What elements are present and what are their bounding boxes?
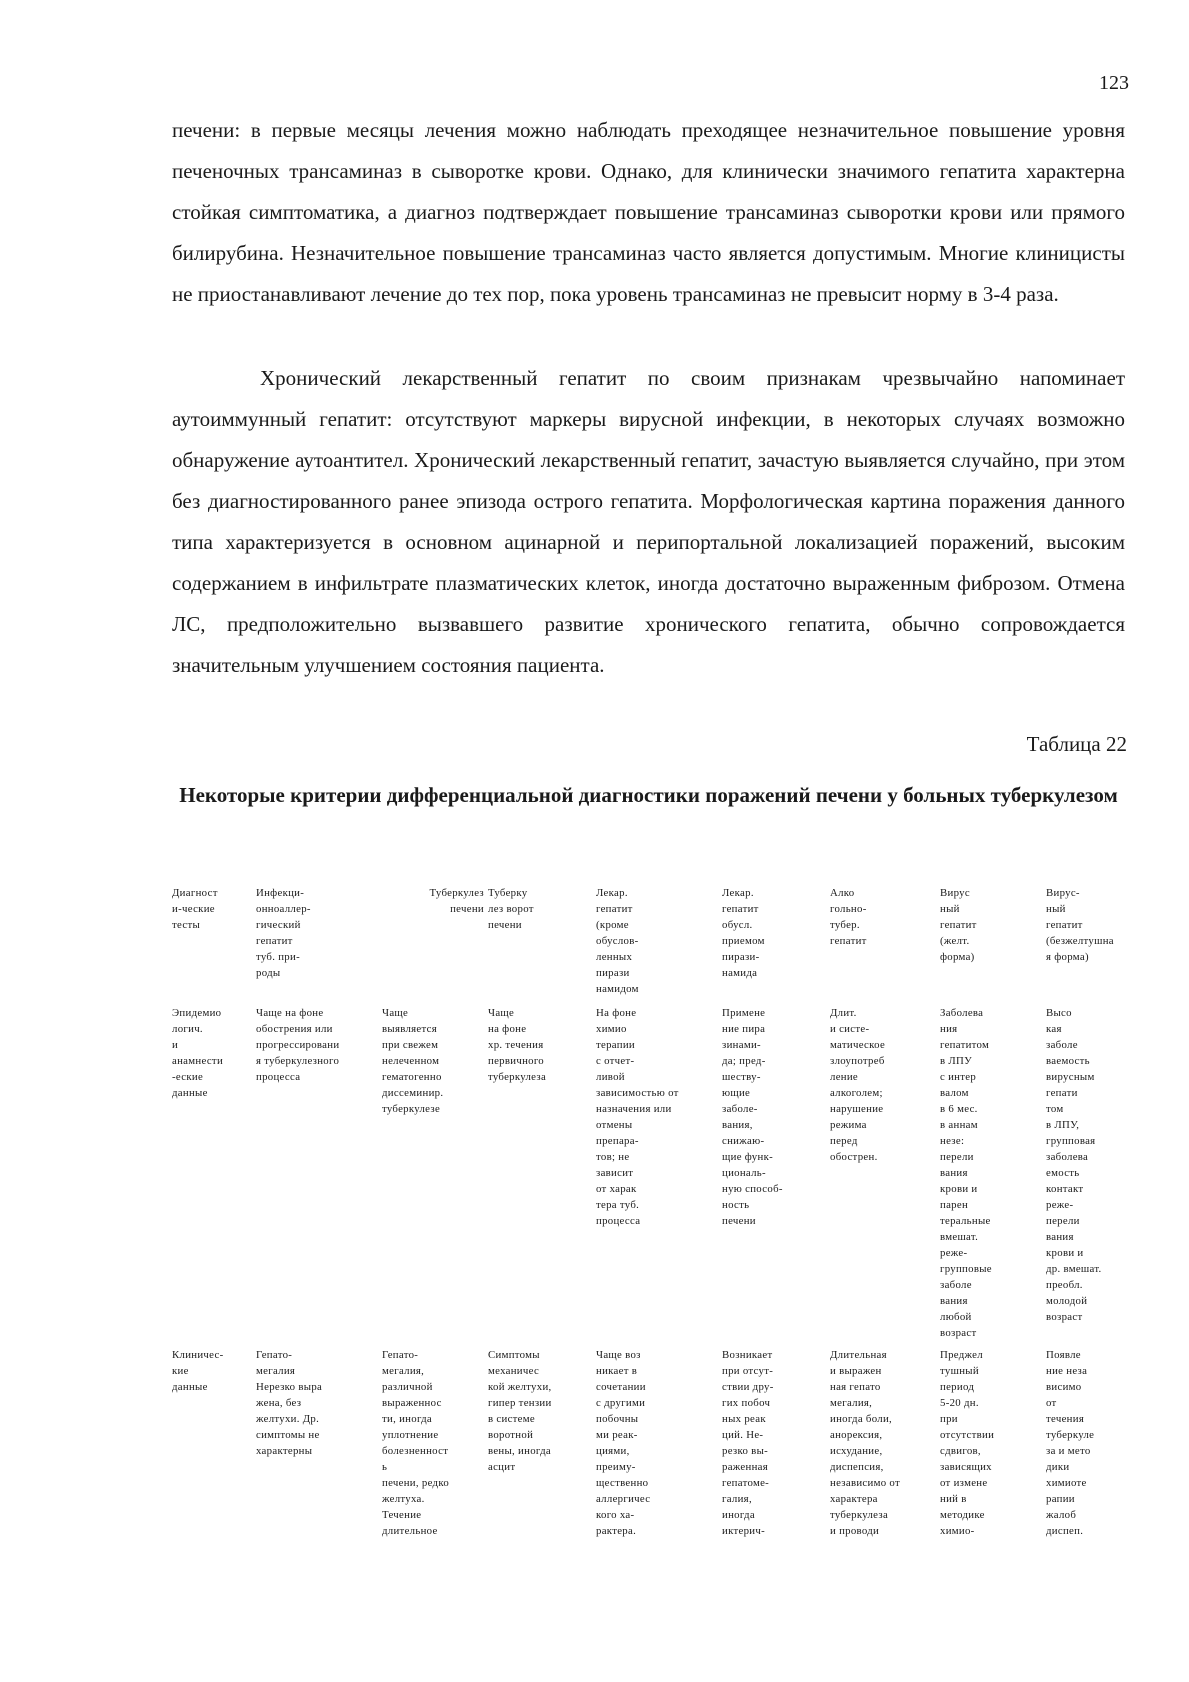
header-cell: Диагност и-ческие тесты xyxy=(172,887,218,931)
table-cell: Гепато- мегалия, различной выраженнос ти, иногда уплотнение болезненност ь печени, редко желтуха. Течение длительное xyxy=(382,1349,450,1537)
header-cell: Лекар. гепатит обусл. приемом пирази- намида xyxy=(722,887,765,979)
table-cell: Высо кая заболе ваемость вирусным гепати том в ЛПУ, групповая заболева емость контакт реже- перели вания крови и др. вмешат. преобл. молодой возраст xyxy=(1046,1007,1102,1323)
header-cell: Инфекци- онноаллер- гический гепатит туб. при- роды xyxy=(256,887,311,979)
body-paragraph: Хронический лекарственный гепатит по своим признакам чрезвычайно напоминает аутоиммунный гепатит: отсутствуют маркеры вирусной инфекции, в некоторых случаях возможно обнаружение аутоантител. Хронический лекарственный гепатит, зачастую выявляется случайно, при этом без диагностированного ранее эпизода острого гепатита. Морфологическая картина поражения данного типа характеризуется в основном ацинарной и перипортальной локализацией поражений, высоким содержанием в инфильтрате плазматических клеток, иногда достаточно выраженным фиброзом. Отмена ЛС, предположительно вызвавшего развитие хронического гепатита, обычно сопровождается значительным улучшением состояния пациента. xyxy=(172,366,1125,677)
header-cell: Туберку лез ворот печени xyxy=(488,887,534,931)
table-cell: Чаще на фоне хр. течения первичного туберкулеза xyxy=(488,1007,547,1083)
table-header-row xyxy=(172,885,1132,1005)
table-title: Некоторые критерии дифференциальной диагностики поражений печени у больных туберкулезом xyxy=(179,783,1118,807)
body-paragraph: печени: в первые месяцы лечения можно наблюдать преходящее незначительное повышение уровня печеночных трансаминаз в сыворотке крови. Однако, для клинически значимого гепатита характерна стойкая симптоматика, а диагноз подтверждает повышение трансаминаз сыворотки крови или прямого билирубина. Незначительное повышение трансаминаз часто является допустимым. Многие клиницисты не приостанавливают лечение до тех пор, пока уровень трансаминаз не превысит норму в 3-4 раза. xyxy=(172,118,1125,306)
table-cell: Появле ние неза висимо от течения туберкуле за и мето дики химиоте рапии жалоб диспеп. xyxy=(1046,1349,1095,1537)
header-cell: Вирус ный гепатит (желт. форма) xyxy=(940,887,977,963)
table-cell: Гепато- мегалия Нерезко выра жена, без желтухи. Др. симптомы не характерны xyxy=(256,1349,323,1457)
table-cell: Чаще на фоне обострения или прогрессировани я туберкулезного процесса xyxy=(256,1007,340,1083)
header-cell: Вирус- ный гепатит (безжелтушна я форма) xyxy=(1046,887,1114,963)
table-row xyxy=(172,1347,1132,1545)
table-cell: На фоне химио терапии с отчет- ливой зависимостью от назначения или отмены препара- тов; не зависит от харак тера туб. процесса xyxy=(596,1007,679,1227)
table-cell: Симптомы механичес кой желтухи, гипер тензии в системе воротной вены, иногда асцит xyxy=(488,1349,552,1473)
header-cell: Алко гольно- тубер. гепатит xyxy=(830,887,867,947)
table-row xyxy=(172,1005,1132,1347)
header-cell: Туберкулез печени xyxy=(429,887,484,915)
table-cell: Длит. и систе- матическое злоупотреб ление алкоголем; нарушение режима перед обострен. xyxy=(830,1007,886,1163)
table-cell: Чаще воз никает в сочетании с другими побочны ми реак- циями, преиму- щественно аллергичес кого ха- рактера. xyxy=(596,1349,651,1537)
page-number: 123 xyxy=(1099,72,1129,94)
table-cell: Чаще выявляется при свежем нелеченном гематогенно диссеминир. туберкулезе xyxy=(382,1007,444,1115)
table-cell: Клиничес- кие данные xyxy=(172,1349,224,1393)
table-cell: Заболева ния гепатитом в ЛПУ с интер валом в 6 мес. в аннам незе: перели вания крови и парен теральные вмешат. реже- групповые заболе вания любой возраст xyxy=(940,1007,992,1339)
table-cell: Примене ние пира зинами- да; пред- шеству- ющие заболе- вания, снижаю- щие функ- циональ- ную способ- ность печени xyxy=(722,1007,783,1227)
table-cell: Возникает при отсут- ствии дру- гих побоч ных реак ций. Не- резко вы- раженная гепатоме- галия, иногда иктерич- xyxy=(722,1349,774,1537)
table-caption: Таблица 22 xyxy=(1026,732,1127,756)
table-cell: Длительная и выражен ная гепато мегалия, иногда боли, анорексия, исхудание, диспепсия, независимо от характера туберкулеза и проводи xyxy=(830,1349,901,1537)
table-cell: Преджел тушный период 5-20 дн. при отсутствии сдвигов, зависящих от измене ний в методике химио- xyxy=(940,1349,995,1537)
criteria-table xyxy=(172,885,1132,1545)
table-cell: Эпидемио логич. и анамнести -еские данные xyxy=(172,1007,224,1099)
header-cell: Лекар. гепатит (кроме обуслов- ленных пирази намидом xyxy=(596,887,639,995)
